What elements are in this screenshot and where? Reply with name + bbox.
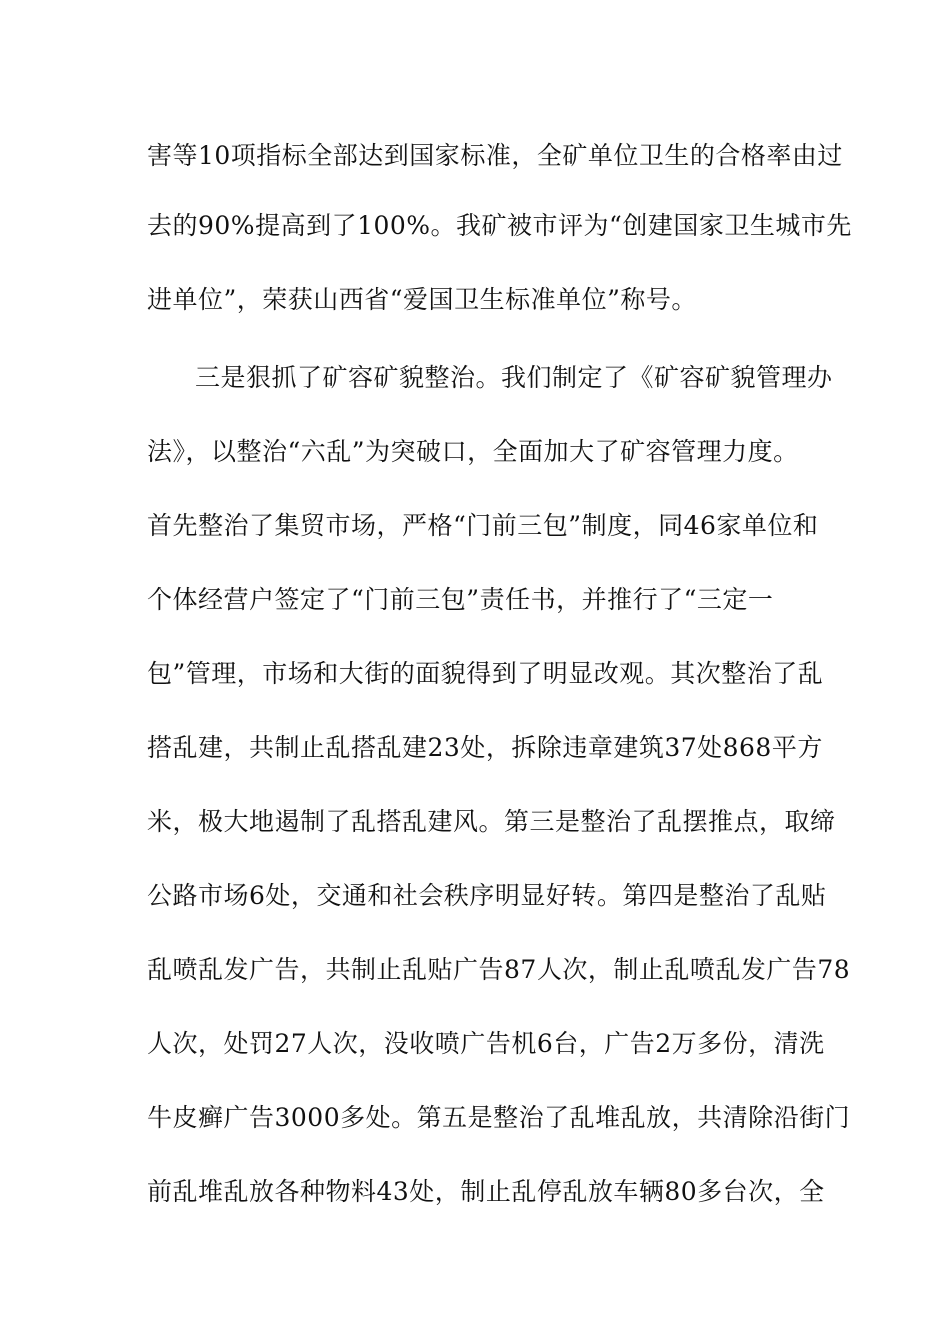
text-line: 个体经营户签定了“门前三包”责任书，并推行了“三定一 — [147, 585, 774, 614]
text-line: 进单位”，荣获山西省“爱国卫生标准单位”称号。 — [147, 285, 697, 314]
text-line: 搭乱建，共制止乱搭乱建23处，拆除违章建筑37处868平方 — [147, 733, 823, 762]
text-line: 首先整治了集贸市场，严格“门前三包”制度，同46家单位和 — [147, 511, 819, 540]
text-line: 包”管理，市场和大街的面貌得到了明显改观。其次整治了乱 — [147, 659, 824, 688]
text-line: 法》，以整治“六乱”为突破口，全面加大了矿容管理力度。 — [147, 437, 799, 466]
text-line: 公路市场6处，交通和社会秩序明显好转。第四是整治了乱贴 — [147, 881, 827, 910]
text-line: 害等10项指标全部达到国家标准，全矿单位卫生的合格率由过 — [147, 141, 843, 170]
text-line: 人次，处罚27人次，没收喷广告机6台，广告2万多份，清洗 — [147, 1029, 825, 1058]
paragraph-start-line: 三是狠抓了矿容矿貌整治。我们制定了《矿容矿貌管理办 — [195, 363, 833, 392]
text-line: 乱喷乱发广告，共制止乱贴广告87人次，制止乱喷乱发广告78 — [147, 955, 851, 984]
text-line: 米，极大地遏制了乱搭乱建风。第三是整治了乱摆推点，取缔 — [147, 807, 836, 836]
text-line: 去的90%提高到了100%。我矿被市评为“创建国家卫生城市先 — [147, 211, 852, 240]
text-line: 前乱堆乱放各种物料43处，制止乱停乱放车辆80多台次，全 — [147, 1177, 825, 1206]
text-line: 牛皮癣广告3000多处。第五是整治了乱堆乱放，共清除沿街门 — [147, 1103, 851, 1132]
